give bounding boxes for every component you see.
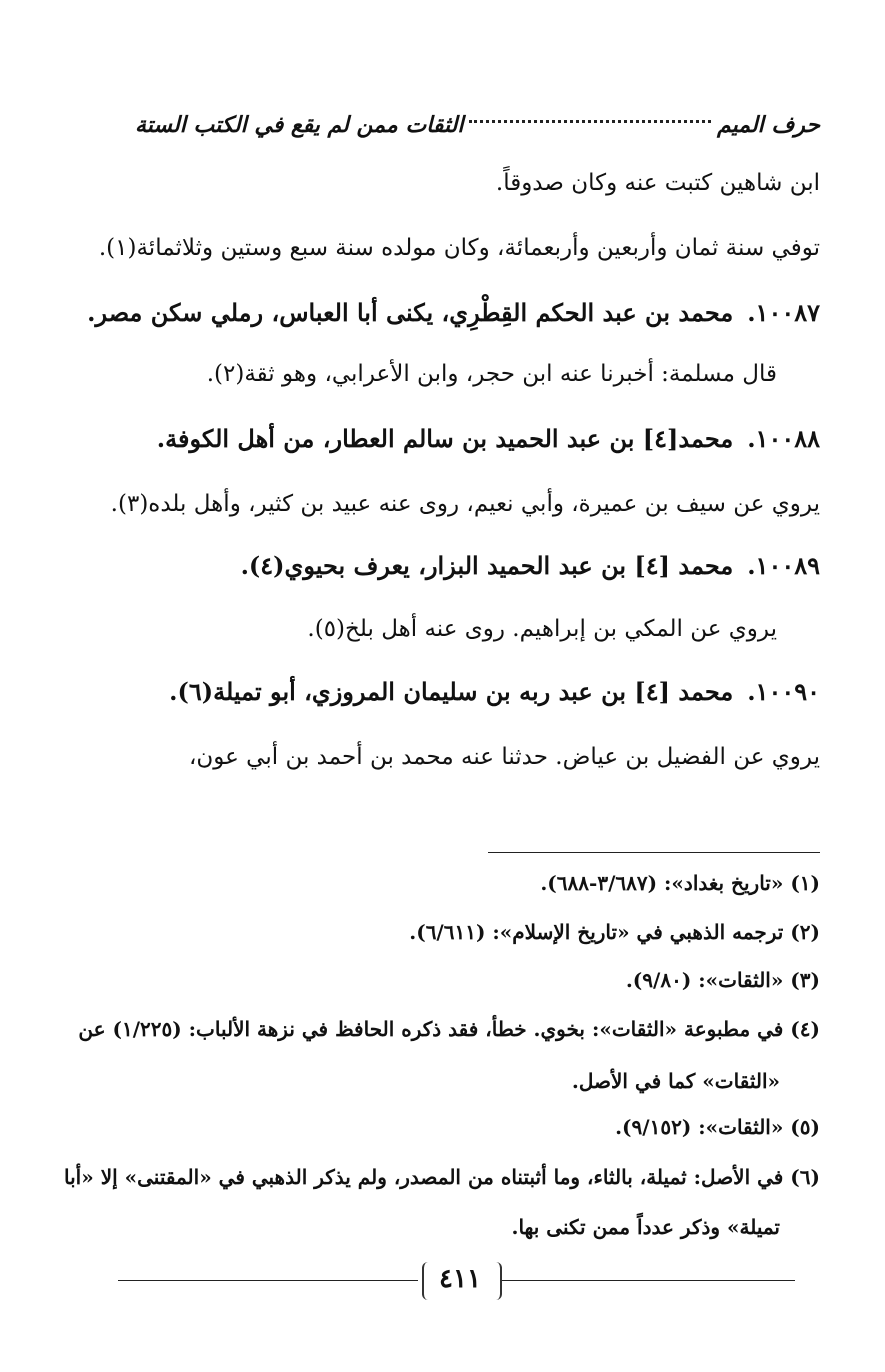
footnote: (٥) «الثقات»: (٩/١٥٢). [615, 1115, 820, 1139]
entry-name: محمد[٤] بن عبد الحميد بن سالم العطار، من أهل الكوفة. [156, 424, 734, 453]
entry-number: ١٠٠٨٧. [747, 298, 820, 327]
entry-text: قال مسلمة: أخبرنا عنه ابن حجر، وابن الأعرابي، وهو ثقة(٢). [206, 361, 777, 387]
entry-name: محمد بن عبد الحكم القِطْرِي، يكنى أبا العباس، رملي سكن مصر. [87, 298, 734, 327]
entry-heading [120, 422, 820, 456]
footnote: (٢) ترجمه الذهبي في «تاريخ الإسلام»: (٦/٦١١). [409, 920, 820, 944]
footnote: (٦) في الأصل: ثميلة، بالثاء، وما أثبتناه من المصدر، ولم يذكر الذهبي في «المقتنى» إلا «أبا [64, 1165, 820, 1189]
entry-heading [120, 549, 820, 583]
entry-text: يروي عن المكي بن إبراهيم. روى عنه أهل بلخ(٥). [307, 616, 777, 642]
body-line: ابن شاهين كتبت عنه وكان صدوقاً. [495, 170, 820, 196]
entry-number: ١٠٠٨٩. [747, 551, 820, 580]
entry-number: ١٠٠٩٠. [747, 677, 820, 706]
running-head-book-title: الثقات ممن لم يقع في الكتب الستة [135, 112, 464, 138]
footer-rule-right [500, 1280, 795, 1281]
entry-heading [120, 675, 820, 709]
footnote: (٣) «الثقات»: (٩/٨٠). [625, 968, 820, 992]
footer-rule-left [118, 1280, 418, 1281]
footnote-divider [488, 852, 820, 853]
footnote: (٤) في مطبوعة «الثقات»: بخوي. خطأ، فقد ذكره الحافظ في نزهة الألباب: (١/٢٢٥) عن [78, 1017, 820, 1041]
body-line: توفي سنة ثمان وأربعين وأربعمائة، وكان مولده سنة سبع وستين وثلاثمائة(١). [98, 235, 820, 261]
entry-number: ١٠٠٨٨. [747, 424, 820, 453]
running-head-dots [469, 119, 711, 123]
entry-name: محمد [٤] بن عبد الحميد البزار، يعرف بحيوي(٤). [240, 551, 734, 580]
entry-name: محمد [٤] بن عبد ربه بن سليمان المروزي، أبو تميلة(٦). [169, 677, 734, 706]
footnote: (١) «تاريخ بغداد»: (٣/٦٨٧-٦٨٨). [540, 871, 820, 895]
footnote-continuation: «الثقات» كما في الأصل. [571, 1069, 780, 1093]
entry-text: يروي عن الفضيل بن عياض. حدثنا عنه محمد بن أحمد بن أبي عون، [188, 744, 820, 770]
entry-heading [87, 296, 820, 330]
running-head [135, 108, 820, 142]
page-number: ٤١١ [439, 1264, 481, 1294]
footnote-continuation: تميلة» وذكر عدداً ممن تكنى بها. [511, 1215, 780, 1239]
entry-text: يروي عن سيف بن عميرة، وأبي نعيم، روى عنه عبيد بن كثير، وأهل بلده(٣). [110, 491, 820, 517]
running-head-chapter: حرف الميم [716, 112, 820, 138]
